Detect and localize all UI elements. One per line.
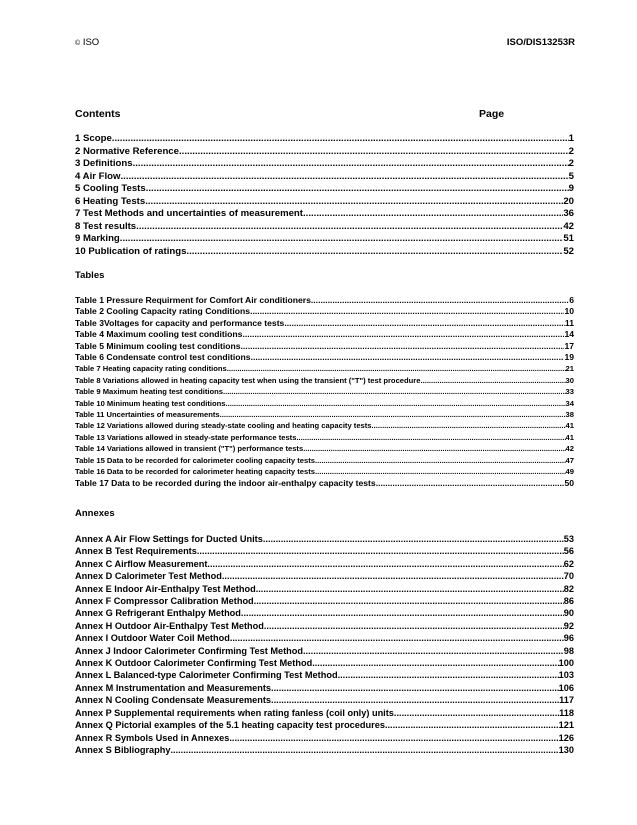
- annex-entry-label: Annex L Balanced-type Calorimeter Confirming Test Method: [75, 670, 338, 681]
- dot-leader: [385, 719, 559, 731]
- table-entry-label: Table 9 Maximum heating test conditions: [75, 387, 223, 397]
- annex-entry-label: Annex F Compressor Calibration Method: [75, 596, 254, 607]
- dot-leader: [264, 620, 564, 632]
- annex-entry[interactable]: [75, 744, 574, 756]
- table-entry[interactable]: [75, 375, 574, 386]
- annex-entry[interactable]: [75, 595, 574, 607]
- dot-leader: [241, 341, 565, 352]
- annex-entry[interactable]: [75, 583, 574, 595]
- toc-entry-label: 10 Publication of ratings: [75, 245, 187, 257]
- table-entry-label: Table 3Voltages for capacity and performance tests: [75, 317, 285, 328]
- toc-entry-label: 7 Test Methods and uncertainties of measurement: [75, 208, 303, 219]
- table-entry-page: 47: [565, 455, 574, 465]
- table-entry-page: 17: [564, 340, 574, 351]
- annex-entry[interactable]: [75, 632, 574, 644]
- toc-entry[interactable]: [75, 221, 574, 234]
- dot-leader: [338, 669, 559, 681]
- table-entry-label: Table 2 Cooling Capacity rating Conditions: [75, 306, 251, 317]
- dot-leader: [121, 171, 569, 184]
- annex-entry-page: 100: [558, 658, 574, 669]
- dot-leader: [303, 645, 564, 657]
- dot-leader: [222, 570, 564, 582]
- dot-leader: [254, 595, 564, 607]
- annex-entry-label: Annex B Test Requirements: [75, 546, 197, 557]
- annex-entry[interactable]: [75, 570, 574, 582]
- toc-entry[interactable]: [75, 183, 574, 196]
- dot-leader: [263, 533, 564, 545]
- header-org: ISO: [82, 37, 100, 48]
- table-entry-label: Table 1 Pressure Requirment for Comfort Air conditioners: [75, 295, 311, 305]
- dot-leader: [315, 466, 566, 477]
- table-entry[interactable]: [75, 329, 574, 340]
- annex-entry-label: Annex J Indoor Calorimeter Confirming Test Method: [75, 645, 303, 656]
- toc-entry-page: 51: [563, 233, 574, 244]
- annex-entry-label: Annex E Indoor Air-Enthalpy Test Method: [75, 583, 256, 594]
- annex-entry-page: 106: [558, 682, 574, 693]
- toc-entry[interactable]: [75, 158, 574, 171]
- annex-entry[interactable]: [75, 545, 574, 557]
- toc-entry-page: 2: [568, 158, 574, 169]
- annex-entry-page: 121: [558, 720, 574, 731]
- table-entry-label: Table 12 Variations allowed during steady-state cooling and heating capacity tests: [75, 421, 372, 431]
- annex-entry-label: Annex Q Pictorial examples of the 5.1 heating capacity test procedures: [75, 720, 385, 731]
- tables-title: Tables: [75, 270, 105, 281]
- annex-entry[interactable]: [75, 533, 574, 545]
- dot-leader: [315, 455, 566, 466]
- dot-leader: [242, 329, 564, 340]
- dot-leader: [227, 363, 566, 374]
- annex-entry-page: 118: [559, 707, 574, 718]
- annex-entry-page: 117: [559, 695, 574, 706]
- dot-leader: [197, 545, 564, 557]
- dot-leader: [170, 744, 558, 756]
- annex-entry-label: Annex H Outdoor Air-Enthalpy Test Method: [75, 620, 264, 631]
- annexes-list: [75, 533, 574, 756]
- table-entry-page: 41: [565, 432, 574, 442]
- dot-leader: [271, 682, 559, 694]
- annex-entry-page: 86: [563, 596, 574, 607]
- table-entry-label: Table 6 Condensate control test conditions: [75, 352, 251, 363]
- dot-leader: [250, 306, 564, 317]
- dot-leader: [220, 409, 566, 420]
- annex-entry-page: 62: [563, 558, 574, 569]
- table-entry-label: Table 11 Uncertainties of measurements: [75, 410, 220, 420]
- dot-leader: [241, 607, 564, 619]
- table-entry-page: 34: [565, 398, 574, 408]
- annex-entry-label: Annex D Calorimeter Test Method: [75, 571, 222, 582]
- annex-entry-page: 82: [563, 583, 574, 594]
- dot-leader: [296, 432, 565, 443]
- annex-entry[interactable]: [75, 682, 574, 694]
- table-entry[interactable]: [75, 341, 574, 352]
- toc-entry[interactable]: [75, 133, 574, 146]
- dot-leader: [256, 583, 564, 595]
- document-id: ISO/DIS13253R: [506, 37, 575, 48]
- table-entry[interactable]: [75, 443, 574, 454]
- sections-list: [75, 133, 574, 258]
- table-entry[interactable]: [75, 409, 574, 420]
- annex-entry-page: 56: [563, 546, 574, 557]
- table-entry-page: 6: [569, 295, 574, 305]
- dot-leader: [120, 233, 564, 246]
- toc-entry[interactable]: [75, 233, 574, 246]
- dot-leader: [251, 352, 565, 363]
- toc-entry-label: 8 Test results: [75, 220, 137, 232]
- table-entry-label: Table 8 Variations allowed in heating capacity test when using the transient ("T") test procedure: [75, 375, 421, 385]
- toc-entry-page: 2: [568, 145, 574, 157]
- header-left: [75, 37, 99, 48]
- table-entry[interactable]: [75, 386, 574, 397]
- table-entry-page: 19: [564, 352, 574, 363]
- annex-entry-page: 98: [563, 645, 574, 656]
- table-entry-page: 41: [565, 421, 574, 431]
- annex-entry-page: 126: [558, 732, 574, 743]
- table-entry[interactable]: [75, 466, 574, 477]
- annex-entry-page: 130: [558, 744, 574, 755]
- toc-entry[interactable]: [75, 196, 574, 209]
- dot-leader: [223, 386, 566, 397]
- tables-list: [75, 295, 574, 489]
- toc-entry[interactable]: [75, 246, 574, 259]
- dot-leader: [207, 558, 563, 570]
- annex-entry-page: 53: [563, 534, 574, 544]
- dot-leader: [145, 196, 563, 209]
- annex-entry-label: Annex P Supplemental requirements when rating fanless (coil only) units: [75, 707, 394, 718]
- dot-leader: [376, 478, 565, 489]
- annex-entry[interactable]: [75, 669, 574, 681]
- table-entry-label: Table 7 Heating capacity rating conditions: [75, 364, 227, 374]
- page-column-title: Page: [479, 108, 505, 120]
- toc-entry[interactable]: [75, 146, 574, 159]
- dot-leader: [312, 657, 558, 669]
- toc-entry-page: 20: [563, 195, 574, 207]
- annexes-title: Annexes: [75, 508, 115, 519]
- annex-entry-page: 96: [563, 633, 574, 644]
- table-entry-page: 50: [564, 477, 574, 488]
- table-entry-label: Table 5 Minimum cooling test conditions: [75, 340, 241, 351]
- dot-leader: [394, 707, 559, 719]
- toc-entry-page: 1: [568, 133, 574, 144]
- table-entry[interactable]: [75, 295, 574, 306]
- dot-leader: [230, 632, 564, 644]
- toc-entry-page: 36: [563, 208, 574, 219]
- table-entry[interactable]: [75, 478, 574, 489]
- table-entry[interactable]: [75, 432, 574, 443]
- table-entry[interactable]: [75, 455, 574, 466]
- dot-leader: [225, 398, 565, 409]
- table-entry-page: 10: [564, 306, 574, 317]
- annex-entry-label: Annex I Outdoor Water Coil Method: [75, 633, 230, 644]
- dot-leader: [303, 443, 565, 454]
- table-entry[interactable]: [75, 363, 574, 374]
- table-entry-page: 14: [564, 329, 574, 340]
- toc-entry-label: 4 Air Flow: [75, 170, 121, 182]
- annex-entry-label: Annex K Outdoor Calorimeter Confirming Test Method: [75, 658, 313, 669]
- toc-entry-label: 1 Scope: [75, 133, 112, 144]
- annex-entry-label: Annex A Air Flow Settings for Ducted Units: [75, 534, 263, 544]
- toc-entry-page: 42: [563, 220, 574, 232]
- dot-leader: [186, 246, 563, 259]
- toc-entry-label: 3 Definitions: [75, 158, 133, 169]
- table-entry-label: Table 17 Data to be recorded during the indoor air-enthalpy capacity tests: [75, 477, 376, 488]
- table-entry[interactable]: [75, 420, 574, 431]
- annex-entry[interactable]: [75, 694, 574, 706]
- table-entry-page: 42: [565, 444, 574, 454]
- dot-leader: [284, 318, 565, 329]
- annex-entry-page: 70: [563, 571, 574, 582]
- table-entry-page: 21: [565, 364, 574, 374]
- dot-leader: [136, 221, 563, 234]
- toc-entry-page: 52: [563, 245, 574, 257]
- toc-entry[interactable]: [75, 171, 574, 184]
- toc-entry-page: 5: [568, 170, 574, 182]
- annex-entry[interactable]: [75, 558, 574, 570]
- annex-entry-label: Annex G Refrigerant Enthalpy Method: [75, 608, 241, 619]
- annex-entry[interactable]: [75, 607, 574, 619]
- dot-leader: [146, 183, 569, 196]
- dot-leader: [133, 158, 569, 171]
- dot-leader: [179, 146, 569, 159]
- dot-leader: [372, 420, 566, 431]
- toc-entry-label: 9 Marking: [75, 233, 120, 244]
- annex-entry[interactable]: [75, 719, 574, 731]
- annex-entry[interactable]: [75, 657, 574, 669]
- toc-entry-label: 6 Heating Tests: [75, 195, 146, 207]
- toc-entry[interactable]: [75, 208, 574, 221]
- table-entry-label: Table 14 Variations allowed in transient ("T") performance tests: [75, 444, 304, 454]
- table-entry-page: 30: [565, 375, 574, 385]
- table-entry-label: Table 13 Variations allowed in steady-state performance tests: [75, 432, 297, 442]
- table-entry[interactable]: [75, 306, 574, 317]
- dot-leader: [420, 375, 565, 386]
- annex-entry[interactable]: [75, 620, 574, 632]
- toc-entry-page: 9: [568, 183, 574, 194]
- dot-leader: [303, 208, 563, 221]
- contents-title: Contents: [75, 108, 121, 120]
- table-entry-page: 33: [565, 387, 574, 397]
- dot-leader: [311, 295, 569, 306]
- annex-entry-label: Annex N Cooling Condensate Measurements: [75, 695, 272, 706]
- table-entry-page: 11: [564, 317, 574, 328]
- annex-entry[interactable]: [75, 645, 574, 657]
- annex-entry-label: Annex M Instrumentation and Measurements: [75, 682, 272, 693]
- dot-leader: [271, 694, 559, 706]
- table-entry-page: 49: [565, 467, 574, 477]
- annex-entry-page: 103: [558, 670, 574, 681]
- copyright-symbol: ©: [75, 40, 81, 47]
- table-entry[interactable]: [75, 398, 574, 409]
- annex-entry-label: Annex R Symbols Used in Annexes: [75, 732, 230, 743]
- annex-entry-page: 92: [563, 620, 574, 631]
- table-entry-label: Table 10 Minimum heating test conditions: [75, 398, 226, 408]
- table-entry-label: Table 16 Data to be recorded for calorimeter heating capacity tests: [75, 467, 315, 477]
- table-entry-label: Table 15 Data to be recorded for calorimeter cooling capacity tests: [75, 455, 315, 465]
- table-entry[interactable]: [75, 352, 574, 363]
- annex-entry-page: 90: [563, 608, 574, 619]
- toc-entry-label: 2 Normative Reference: [75, 145, 179, 157]
- annex-entry[interactable]: [75, 707, 574, 719]
- dot-leader: [112, 133, 569, 146]
- annex-entry-label: Annex C Airflow Measurement: [75, 558, 208, 569]
- annex-entry-label: Annex S Bibliography: [75, 744, 171, 755]
- table-entry-page: 38: [565, 410, 574, 420]
- table-entry-label: Table 4 Maximum cooling test conditions: [75, 329, 243, 340]
- annex-entry[interactable]: [75, 732, 574, 744]
- toc-entry-label: 5 Cooling Tests: [75, 183, 146, 194]
- dot-leader: [229, 732, 558, 744]
- table-entry[interactable]: [75, 318, 574, 329]
